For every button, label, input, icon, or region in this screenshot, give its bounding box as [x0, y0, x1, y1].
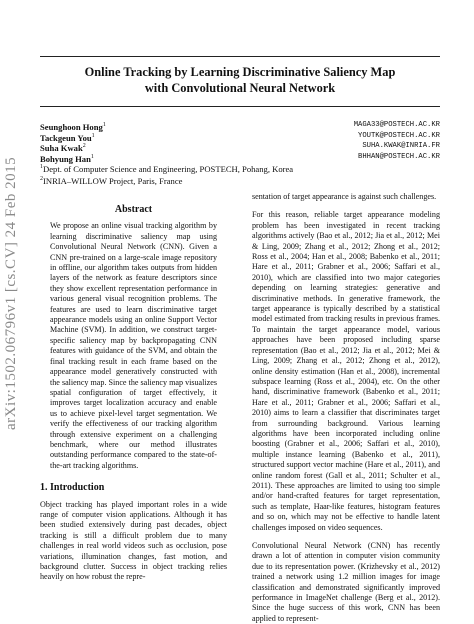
author-email[interactable]: SUHA.KWAK@INRIA.FR	[362, 142, 440, 150]
title-line-1: Online Tracking by Learning Discriminative Saliency Map	[84, 65, 396, 79]
author-email[interactable]: BHHAN@POSTECH.AC.KR	[358, 152, 440, 161]
introduction-text: Object tracking has played important roles in a wide range of computer vision applications. Although it has been studied extensively during past decades, object tracking is still a difficult problem due to many challenges in real world videos such as occlusion, pose variations, illumination changes, fast motion, and background clutter. Success in object tracking relies heavily on how robust the repre-	[40, 499, 227, 582]
arxiv-identifier: arXiv:1502.06796v1 [cs.CV] 24 Feb 2015	[3, 156, 19, 430]
paragraph: For this reason, reliable target appearance modeling problem has been investigated in recent tracking algorithms actively (Bao et al., 2012; Jia et al., 2012; Mei & Ling, 2009; Zhang et al., 2012; Zhong et al., 2012; Ross et al., 2004; Han et al., 2008; Babenko et al., 2011; Hare et al., 2011; Grabner et al., 2006; Saffari et al., 2010), which are classified into two major categories depending on learning strategies: generative and discriminative methods. In generative framework, the target appearance is typically described by a statistical model estimated from tracking results in previous frames. To maintain the target appearance model, various approaches have been proposed including sparse representation (Bao et al., 2012; Jia et al., 2012; Mei & Ling, 2009; Zhang et al., 2012; Zhong et al., 2012), online density estimation (Han et al., 2008), incremental subspace learning (Ross et al., 2004), etc. On the other hand, discriminative framework (Babenko et al., 2011; Hare et al., 2011; Grabner et al., 2006; Saffari et al., 2010) aims to learn a classifier that discriminates target from surrounding background. Various learning algorithms have been incorporated including online boosting (Grabner et al., 2006; Saffari et al., 2010), multiple instance learning (Babenko et al., 2011), structured support vector machine (Hare et al., 2011), and online random forest (Gall et al., 2011; Schulter et al., 2011). These approaches are limited to using too simple and/or hand-crafted features for target representation, such as template, Haar-like features, histogram features and so on, which may not be effective to handle latent challenges imposed on video sequences.	[252, 210, 440, 532]
right-column	[252, 192, 440, 624]
author-block	[40, 120, 440, 187]
paragraph-continuation: sentation of target appearance is against such challenges.	[252, 192, 437, 201]
author-email[interactable]: YOUTK@POSTECH.AC.KR	[358, 131, 440, 140]
author-row	[40, 152, 440, 163]
author-row	[40, 120, 440, 131]
author-name: Bohyung Han$^1$	[40, 153, 94, 164]
bottom-rule	[40, 106, 440, 107]
affiliation: $^2$INRIA–WILLOW Project, Paris, France	[40, 176, 183, 187]
author-email[interactable]: MAGA33@POSTECH.AC.KR	[353, 121, 440, 129]
author-name: Seunghoon Hong$^1$	[40, 121, 106, 132]
author-name: Suha Kwak$^2$	[40, 142, 86, 153]
top-rule	[40, 56, 440, 57]
author-row	[40, 141, 440, 152]
paragraph: Convolutional Neural Network (CNN) has recently drawn a lot of attention in computer vision community due to its representation power. (Krizhevsky et al., 2012) trained a network using 1.2 million images for image classification and demonstrated significantly improved performance in ImageNet challenge (Berg et al., 2012). Since the huge success of this work, CNN has been applied to represent-	[252, 541, 440, 623]
abstract-heading: Abstract	[114, 204, 153, 215]
abstract-text: We propose an online visual tracking algorithm by learning discriminative saliency map using Convolutional Neural Network (CNN). Given a CNN pre-trained on a large-scale image repository in offline, our algorithm takes outputs from hidden layers of the network as feature descriptors since they show excellent representation performance in various general visual recognition problems. The features are used to learn discriminative target appearance models using an online Support Vector Machine (SVM). In addition, we construct target-specific saliency map by backpropagating CNN features with guidance of the SVM, and obtain the final tracking result in each frame based on the appearance model generatively constructed with the saliency map. Since the saliency map visualizes spatial configuration of target effectively, it improves target localization accuracy and enable us to achieve pixel-level target segmentation. We verify the effectiveness of our tracking algorithm through extensive experiment on a challenging benchmark, where our method illustrates outstanding performance compared to the state-of-the-art tracking algorithms.	[50, 221, 217, 470]
paper-title	[40, 64, 440, 96]
introduction-heading: 1. Introduction	[40, 482, 105, 494]
title-line-2: with Convolutional Neural Network	[144, 81, 336, 95]
author-name: Tackgeun You$^1$	[40, 132, 95, 143]
author-row	[40, 131, 440, 142]
affiliation: $^1$Dept. of Computer Science and Engineering, POSTECH, Pohang, Korea	[40, 163, 294, 174]
left-column	[40, 205, 227, 583]
